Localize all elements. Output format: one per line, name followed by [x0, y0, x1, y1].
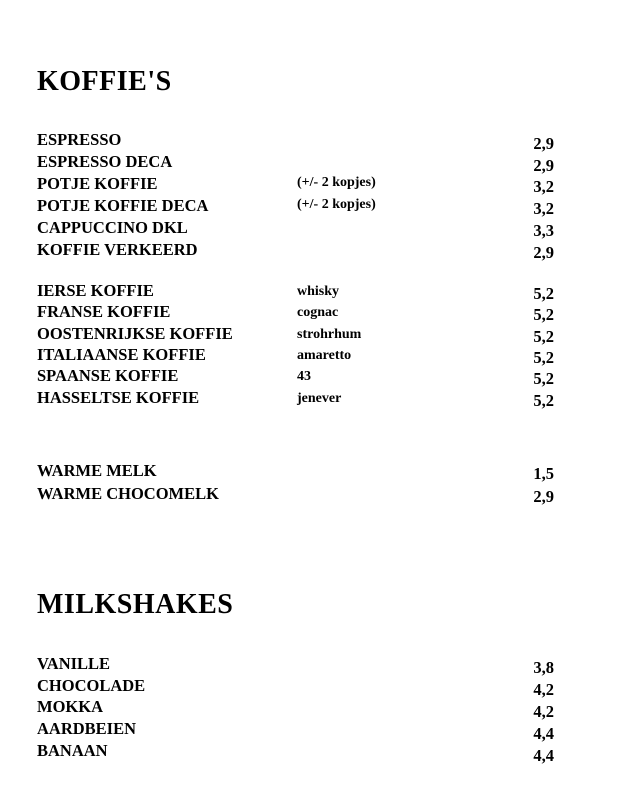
- item-price: 5,2: [533, 348, 554, 367]
- menu-item-mokka: [0, 697, 624, 719]
- item-price: 1,5: [533, 464, 554, 483]
- menu-item-warme-melk: [0, 461, 624, 483]
- item-name: ITALIAANSE KOFFIE: [37, 345, 206, 364]
- item-note: (+/- 2 kopjes): [297, 175, 376, 190]
- item-name: ESPRESSO: [37, 130, 122, 149]
- item-note: jenever: [297, 391, 342, 406]
- item-name: BANAAN: [37, 741, 108, 760]
- item-name: HASSELTSE KOFFIE: [37, 388, 200, 407]
- menu-item-espresso: [0, 130, 624, 152]
- item-name: WARME CHOCOMELK: [37, 484, 219, 503]
- item-note: 43: [297, 369, 311, 384]
- menu-item-oostenrijkse-koffie: [0, 324, 624, 346]
- item-name: FRANSE KOFFIE: [37, 302, 171, 321]
- item-name: POTJE KOFFIE: [37, 174, 158, 193]
- item-name: POTJE KOFFIE DECA: [37, 196, 209, 215]
- item-name: KOFFIE VERKEERD: [37, 240, 198, 259]
- menu-item-warme-chocomelk: [0, 484, 624, 506]
- item-price: 4,2: [533, 680, 554, 699]
- menu-item-vanille: [0, 654, 624, 676]
- item-price: 5,2: [533, 369, 554, 388]
- item-note: whisky: [297, 284, 340, 299]
- item-price: 5,2: [533, 305, 554, 324]
- item-price: 3,2: [533, 177, 554, 196]
- item-price: 4,4: [533, 746, 554, 765]
- item-name: CAPPUCCINO DKL: [37, 218, 188, 237]
- menu-item-aardbeien: [0, 719, 624, 741]
- item-price: 2,9: [533, 134, 554, 153]
- menu-item-potje-koffie-deca: [0, 196, 624, 218]
- item-price: 5,2: [533, 284, 554, 303]
- item-name: ESPRESSO DECA: [37, 152, 173, 171]
- item-name: MOKKA: [37, 697, 103, 716]
- menu-item-banaan: [0, 741, 624, 763]
- item-price: 5,2: [533, 391, 554, 410]
- item-name: OOSTENRIJKSE KOFFIE: [37, 324, 233, 343]
- section-title-milkshakes: MILKSHAKES: [37, 589, 234, 620]
- item-name: AARDBEIEN: [37, 719, 137, 738]
- menu-item-franse-koffie: [0, 302, 624, 324]
- menu-item-chocolade: [0, 676, 624, 698]
- item-price: 4,2: [533, 702, 554, 721]
- menu-item-italiaanse-koffie: [0, 345, 624, 367]
- item-price: 2,9: [533, 156, 554, 175]
- item-name: VANILLE: [37, 654, 111, 673]
- item-name: WARME MELK: [37, 461, 157, 480]
- item-price: 2,9: [533, 243, 554, 262]
- item-note: strohrhum: [297, 327, 362, 342]
- item-note: (+/- 2 kopjes): [297, 197, 376, 212]
- menu-item-potje-koffie: [0, 174, 624, 196]
- item-price: 3,3: [533, 221, 554, 240]
- menu-item-ierse-koffie: [0, 281, 624, 303]
- item-name: IERSE KOFFIE: [37, 281, 154, 300]
- menu-item-spaanse-koffie: [0, 366, 624, 388]
- menu-item-hasseltse-koffie: [0, 388, 624, 410]
- item-price: 3,2: [533, 199, 554, 218]
- menu-item-espresso-deca: [0, 152, 624, 174]
- item-price: 4,4: [533, 724, 554, 743]
- menu-item-koffie-verkeerd: [0, 240, 624, 262]
- item-price: 3,8: [533, 658, 554, 677]
- item-note: cognac: [297, 305, 339, 320]
- item-name: CHOCOLADE: [37, 676, 146, 695]
- item-name: SPAANSE KOFFIE: [37, 366, 179, 385]
- menu-item-cappuccino-dkl: [0, 218, 624, 240]
- item-note: amaretto: [297, 348, 352, 363]
- item-price: 5,2: [533, 327, 554, 346]
- section-title-koffie: KOFFIE'S: [37, 66, 172, 97]
- item-price: 2,9: [533, 487, 554, 506]
